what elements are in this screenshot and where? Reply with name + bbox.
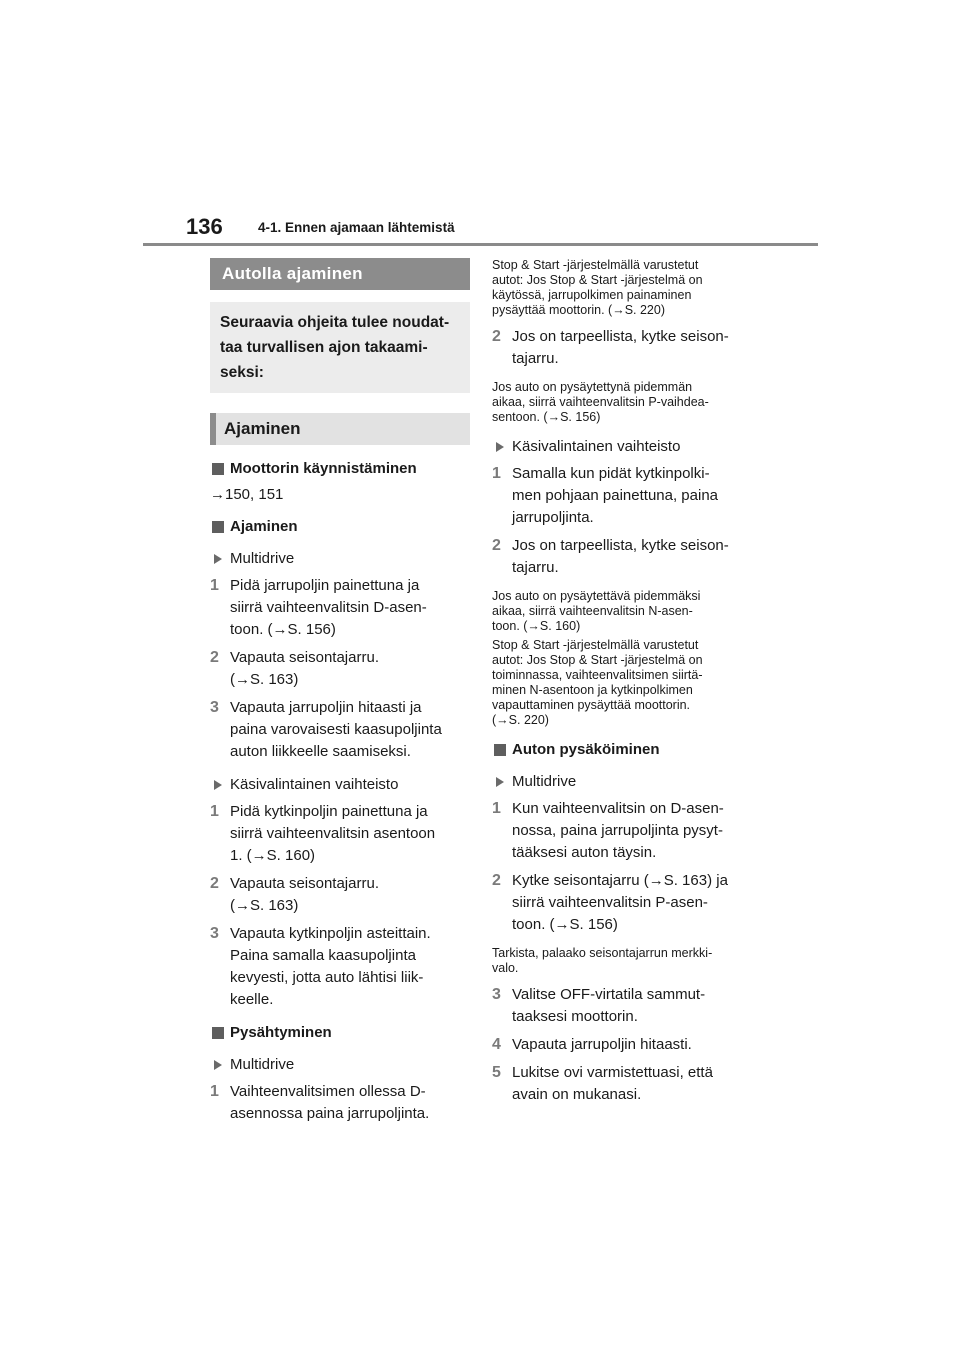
step-item (210, 647, 470, 691)
step-item (492, 798, 754, 864)
note-text: Stop & Start -järjestelmällä varustetut autot: Jos Stop & Start -järjestelmä on toiminnassa, vaihteenvalitsimen siirtä- minen N-asentoon ja kytkinpolkimen vapauttaminen pysäyttää moottorin. (→S. 220) (492, 638, 703, 727)
main-heading: Autolla ajaminen (210, 258, 470, 290)
subsection-label: Multidrive (230, 1056, 295, 1073)
triangle-bullet-icon (214, 1060, 222, 1070)
step-text: Jos on tarpeellista, kytke seison- tajarru. (512, 328, 729, 367)
section-heading (210, 1023, 470, 1043)
step-number: 1 (492, 465, 501, 482)
step-text: Vapauta kytkinpoljin asteittain. Paina samalla kaasupoljinta kevyesti, jotta auto lähtisi liik- keelle. (230, 925, 431, 1008)
subsection-label: Multidrive (512, 773, 577, 790)
step-number: 1 (210, 1083, 219, 1100)
section-title: Auton pysäköiminen (512, 741, 660, 758)
step-item (492, 463, 754, 529)
subsection-heading (492, 772, 754, 792)
triangle-bullet-icon (214, 554, 222, 564)
step-item (492, 535, 754, 579)
step-number: 1 (210, 577, 219, 594)
step-number: 2 (210, 649, 219, 666)
triangle-bullet-icon (496, 442, 504, 452)
triangle-bullet-icon (214, 780, 222, 790)
step-item (210, 575, 470, 641)
note-text: Tarkista, palaako seisontajarrun merkki- valo. (492, 946, 713, 975)
step-item (492, 326, 754, 370)
triangle-bullet-icon (496, 777, 504, 787)
step-text: Vaihteenvalitsimen ollessa D- asennossa paina jarrupoljinta. (230, 1083, 430, 1122)
section-heading (210, 517, 470, 537)
subsection-label: Käsivalintainen vaihteisto (512, 438, 681, 455)
page-reference: →150, 151 (210, 486, 284, 503)
step-number: 2 (210, 875, 219, 892)
page-number: 136 (186, 214, 223, 239)
step-item (210, 1081, 470, 1125)
step-text: Kun vaihteenvalitsin on D-asen- nossa, paina jarrupoljinta pysyt- tääksesi auton täysin. (512, 800, 724, 861)
square-bullet-icon (494, 744, 506, 756)
step-number: 5 (492, 1064, 501, 1081)
step-item (210, 801, 470, 867)
step-text: Vapauta jarrupoljin hitaasti ja paina varovaisesti kaasupoljinta auton liikkeelle saamiseksi. (230, 699, 442, 760)
subsection-heading (210, 775, 470, 795)
step-text: Lukitse ovi varmistettuasi, että avain on mukanasi. (512, 1064, 713, 1103)
section-heading (492, 740, 754, 760)
note-text: Jos auto on pysäytettävä pidemmäksi aikaa, siirrä vaihteenvalitsin N-asen- toon. (→S. 160) (492, 589, 701, 633)
step-text: Samalla kun pidät kytkinpolki- men pohjaan painettuna, paina jarrupoljinta. (512, 465, 719, 526)
step-text: Kytke seisontajarru (→S. 163) ja siirrä vaihteenvalitsin P-asen- toon. (→S. 156) (512, 872, 728, 933)
step-number: 4 (492, 1036, 501, 1053)
note-text: Jos auto on pysäytettynä pidemmän aikaa, siirrä vaihteenvalitsin P-vaihdea- sentoon. (→S. 156) (492, 380, 709, 424)
sub-heading: Ajaminen (210, 413, 470, 445)
square-bullet-icon (212, 521, 224, 533)
step-text: Pidä kytkinpoljin painettuna ja siirrä vaihteenvalitsin asentoon 1. (→S. 160) (230, 803, 436, 864)
subsection-heading (210, 1055, 470, 1075)
subsection-heading (492, 437, 754, 457)
step-item (492, 984, 754, 1028)
step-text: Vapauta jarrupoljin hitaasti. (512, 1036, 692, 1053)
right-column (492, 258, 754, 1106)
section-heading (210, 459, 470, 479)
square-bullet-icon (212, 1027, 224, 1039)
section-title: Moottorin käynnistäminen (230, 460, 417, 477)
step-number: 3 (492, 986, 501, 1003)
subsection-heading (210, 549, 470, 569)
step-item (492, 1062, 754, 1106)
step-text: Vapauta seisontajarru. (→S. 163) (230, 875, 379, 914)
step-number: 2 (492, 328, 501, 345)
step-item (210, 923, 470, 1011)
chapter-title: 4-1. Ennen ajamaan lähtemistä (258, 220, 455, 235)
square-bullet-icon (212, 463, 224, 475)
step-item (210, 697, 470, 763)
step-text: Vapauta seisontajarru. (→S. 163) (230, 649, 379, 688)
step-text: Pidä jarrupoljin painettuna ja siirrä vaihteenvalitsin D-asen- toon. (→S. 156) (230, 577, 427, 638)
step-number: 2 (492, 537, 501, 554)
step-item (492, 1034, 754, 1056)
step-number: 3 (210, 925, 219, 942)
intro-box (210, 302, 470, 393)
subsection-label: Multidrive (230, 550, 295, 567)
section-title: Pysähtyminen (230, 1024, 332, 1041)
header-rule (143, 243, 818, 246)
step-item (210, 873, 470, 917)
step-number: 1 (210, 803, 219, 820)
step-number: 1 (492, 800, 501, 817)
step-number: 2 (492, 872, 501, 889)
intro-text: Seuraavia ohjeita tulee noudat- taa turvallisen ajon takaami- seksi: (220, 314, 450, 381)
step-text: Valitse OFF-virtatila sammut- taaksesi moottorin. (512, 986, 706, 1025)
step-number: 3 (210, 699, 219, 716)
subsection-label: Käsivalintainen vaihteisto (230, 776, 399, 793)
note-text: Stop & Start -järjestelmällä varustetut autot: Jos Stop & Start -järjestelmä on käytössä, jarrupolkimen painaminen pysäyttää moottorin. (→S. 220) (492, 258, 703, 317)
section-title: Ajaminen (230, 518, 298, 535)
step-text: Jos on tarpeellista, kytke seison- tajarru. (512, 537, 729, 576)
step-item (492, 870, 754, 936)
left-column (210, 258, 470, 1125)
